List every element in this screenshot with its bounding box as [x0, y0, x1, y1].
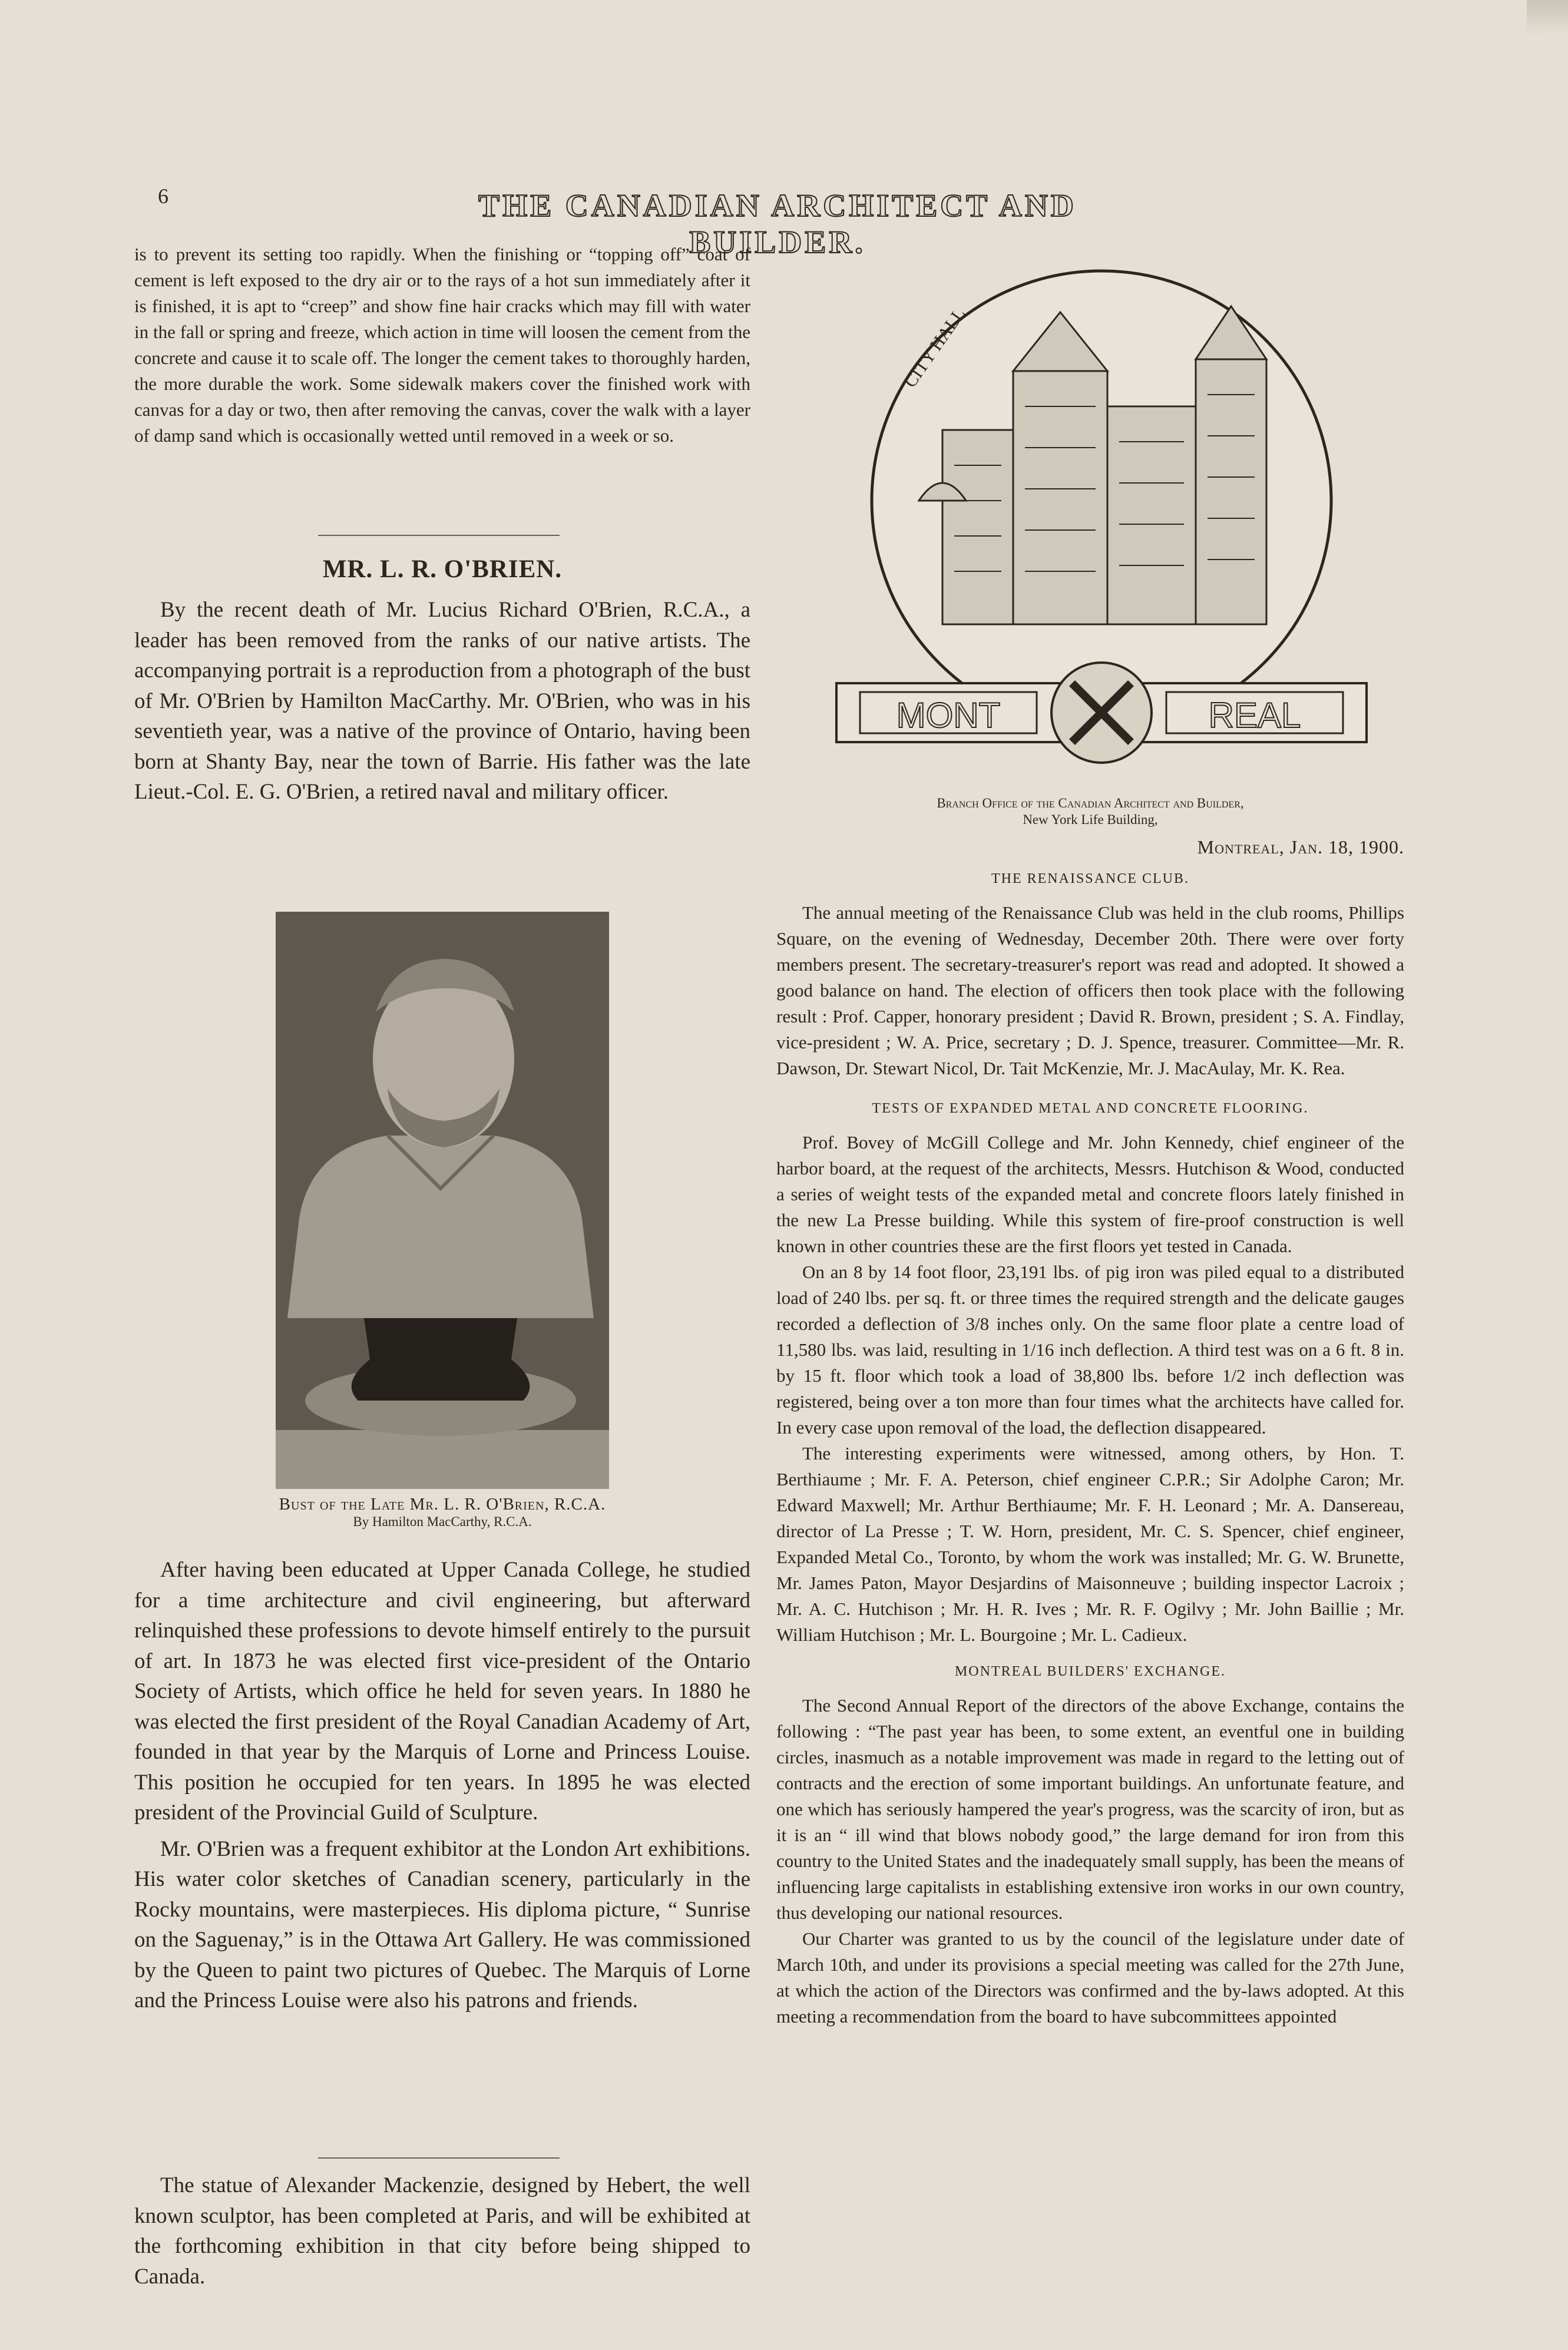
- montreal-vignette: [825, 253, 1378, 795]
- article-paragraph-1: By the recent death of Mr. Lucius Richard O'Brien, R.C.A., a leader has been removed from the ranks of our native artists. The accompanying portrait is a reproduction from a photograph of the bust of Mr. O'Brien by Hamilton MacCarthy. Mr. O'Brien, who was in his seventieth year, was a native of the province of Ontario, having been born at Shanty Bay, near the town of Barrie. His father was the late Lieut.-Col. E. G. O'Brien, a retired naval and military officer.: [134, 598, 750, 804]
- article-title: MR. L. R. O'BRIEN.: [322, 555, 563, 583]
- page-number: 6: [158, 184, 168, 208]
- bust-image: [276, 912, 609, 1489]
- section-divider-2: [318, 2157, 560, 2159]
- article-body: [134, 1555, 750, 2016]
- page-edge: [1527, 0, 1568, 35]
- photo-caption: Bust of the Late Mr. L. R. O'Brien, R.C.A.: [279, 1495, 606, 1514]
- exchange-paragraph-1: The Second Annual Report of the directors of the above Exchange, contains the following : “The past year has been, to some extent, an eventful one in building circles, inasmuch as a notable improvement was made in regard to the letting out of contracts and the erection of some important buildings. An unfortunate feature, and one which has seriously hampered the year's progress, was the scarcity of iron, but as it is an “ ill wind that blows nobody good,” the large demand for iron from this country to the United States and the inadequately small supply, has been the means of influencing large capitalists in establishing extensive iron works in our own country, thus developing our national resources.: [776, 1695, 1404, 1923]
- article-paragraph-3: Mr. O'Brien was a frequent exhibitor at the London Art exhibitions. His water color sketches of Canadian scenery, particularly in the Rocky mountains, were masterpieces. His diploma picture, “ Sunrise on the Saguenay,” is in the Ottawa Art Gallery. He was commissioned by the Queen to paint two pictures of Quebec. The Marquis of Lorne and the Princess Louise were also his patrons and friends.: [134, 1836, 750, 2013]
- intro-paragraph: [134, 241, 750, 449]
- vignette-arc-label: CITY HALL: [900, 304, 970, 392]
- dateline: Montreal, Jan. 18, 1900.: [1197, 836, 1404, 858]
- tests-paragraph-3: The interesting experiments were witnessed, among others, by Hon. T. Berthiaume ; Mr. F. A. Peterson, chief engineer C.P.R.; Sir Adolphe Caron; Mr. Edward Maxwell; Mr. Arthur Berthiaume; Mr. F. H. Leonard ; Mr. A. Dansereau, director of La Presse ; T. W. Horn, president, Mr. C. S. Spencer, chief engineer, Expanded Metal Co., Toronto, by whom the work was installed; Mr. G. W. Brunette, Mr. James Paton, Mayor Desjardins of Maisonneuve ; building inspector Lacroix ; Mr. A. C. Hutchison ; Mr. H. R. Ives ; Mr. R. F. Ogilvy ; Mr. John Baillie ; Mr. William Hutchison ; Mr. L. Bourgoine ; Mr. L. Cadieux.: [776, 1443, 1404, 1645]
- tests-paragraph-1: Prof. Bovey of McGill College and Mr. John Kennedy, chief engineer of the harbor board, at the request of the architects, Messrs. Hutchison & Wood, conducted a series of weight tests of the expanded metal and concrete floors lately finished in the new La Presse building. While this system of fire-proof construction is well known in other countries these are the first floors yet tested in Canada.: [776, 1132, 1404, 1256]
- tests-paragraph-2: On an 8 by 14 foot floor, 23,191 lbs. of pig iron was piled equal to a distributed load of 240 lbs. per sq. ft. or three times the required strength and the delicate gauges recorded a deflection of 3/8 inches only. On the same floor plate a centre load of 11,580 lbs. was laid, resulting in 1/16 inch deflection. A third test was on a 6 ft. 8 in. by 15 ft. floor which took a load of 38,800 lbs. before 1/2 inch deflection was registered, being over a ton more than four times what the architects have called for. In every case upon removal of the load, the deflection disappeared.: [776, 1262, 1404, 1438]
- section-divider: [318, 535, 560, 536]
- article-paragraph-2: After having been educated at Upper Canada College, he studied for a time architecture and civil engineering, but afterward relinquished these professions to devote himself entirely to the pursuit of art. In 1873 he was elected first vice-president of the Ontario Society of Artists, which office he held for seven years. In 1880 he was elected the first president of the Royal Canadian Academy of Art, founded in that year by the Marquis of Lorne and Princess Louise. This position he occupied for ten years. In 1895 he was elected president of the Provincial Guild of Sculpture.: [134, 1558, 750, 1825]
- statue-paragraph: The statue of Alexander Mackenzie, designed by Hebert, the well known sculptor, has been completed at Paris, and will be exhibited at the forthcoming exhibition in that city before being shipped to Canada.: [134, 2173, 750, 2289]
- vignette-banner-right: REAL: [1208, 696, 1301, 735]
- bust-photo: [276, 912, 609, 1489]
- photo-caption-block: [134, 1495, 750, 1530]
- renaissance-paragraph: The annual meeting of the Renaissance Club was held in the club rooms, Phillips Square, on the evening of Wednesday, December 20th. There were over forty members present. The secretary-treasurer's report was read and adopted. It showed a good balance on hand. The election of officers then took place with the following result : Prof. Capper, honorary president ; David R. Brown, president ; S. A. Findlay, vice-president ; W. A. Price, secretary ; D. J. Spence, treasurer. Committee—Mr. R. Dawson, Dr. Stewart Nicol, Dr. Tait McKenzie, Mr. J. MacAulay, Mr. K. Rea.: [776, 902, 1404, 1078]
- vignette-banner-left: MONT: [896, 696, 1001, 735]
- section-heading-renaissance: THE RENAISSANCE CLUB.: [991, 871, 1189, 886]
- vignette-caption: [776, 795, 1404, 828]
- photo-credit: By Hamilton MacCarthy, R.C.A.: [353, 1514, 532, 1529]
- vignette-caption-line-1: Branch Office of the Canadian Architect and Builder,: [937, 796, 1244, 810]
- montreal-letter: [776, 834, 1404, 2030]
- exchange-paragraph-2: Our Charter was granted to us by the council of the legislature under date of March 10th, and under its provisions a special meeting was called for the 27th June, at which the action of the Directors was confirmed and the by-laws adopted. At this meeting a recommendation from the board to have subcommittees appointed: [776, 1928, 1404, 2027]
- section-heading-exchange: MONTREAL BUILDERS' EXCHANGE.: [954, 1664, 1226, 1679]
- intro-text: is to prevent its setting too rapidly. When the finishing or “topping off” coat of cement is left exposed to the dry air or to the rays of a hot sun immediately after it is finished, it is apt to “creep” and show fine hair cracks which may fill with water in the fall or spring and freeze, which action in time will loosen the cement from the concrete and cause it to scale off. The longer the cement takes to thoroughly harden, the more durable the work. Some sidewalk makers cover the finished work with canvas for a day or two, then after removing the canvas, cover the walk with a layer of damp sand which is occasionally wetted until removed in a week or so.: [134, 244, 750, 446]
- article-intro: [134, 595, 750, 807]
- statue-note: [134, 2170, 750, 2292]
- section-heading-tests: TESTS OF EXPANDED METAL AND CONCRETE FLOORING.: [872, 1101, 1309, 1116]
- vignette-caption-line-2: New York Life Building,: [1023, 812, 1158, 827]
- running-title: THE CANADIAN ARCHITECT AND BUILDER.: [478, 188, 1077, 260]
